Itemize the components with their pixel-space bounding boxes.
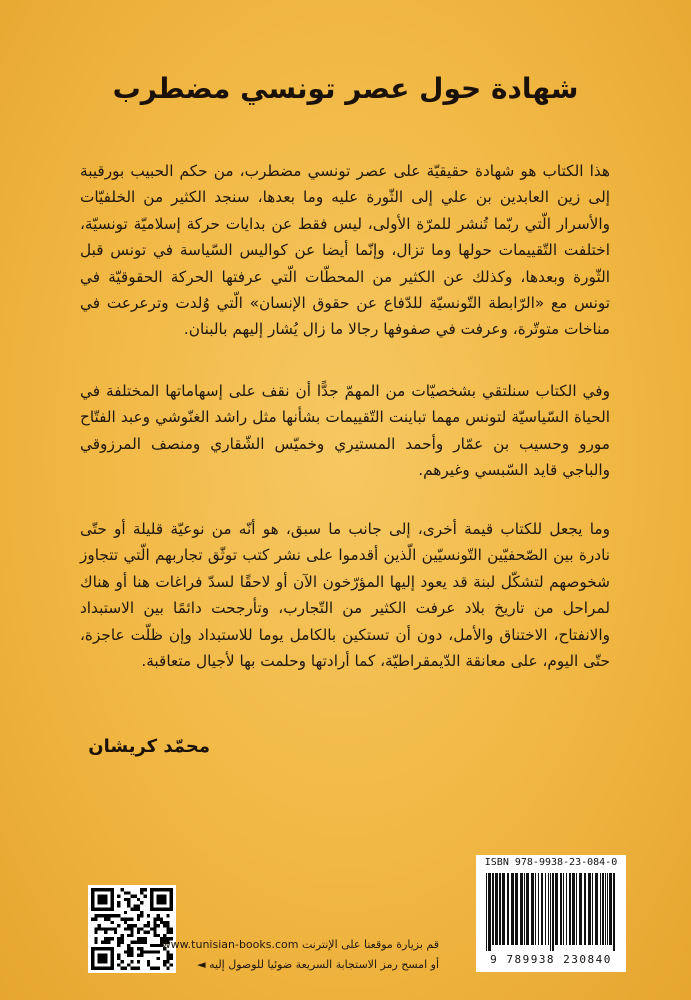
website-link[interactable]: www.tunisian-books.com: [161, 938, 299, 951]
book-title: شهادة حول عصر تونسي مضطرب: [112, 72, 579, 105]
barcode-icon: [482, 873, 620, 951]
author-name: محمّد كريشان: [88, 736, 210, 757]
isbn-barcode: [476, 855, 626, 972]
qr-instruction-text: أو امسح رمز الاستجابة السريعة ضوئيا للوصول إليه ◄: [197, 958, 439, 971]
blurb-paragraph-1: هذا الكتاب هو شهادة حقيقيّة على عصر تونسي مضطرب، من حكم الحبيب بورقيبة إلى زين العابدين بن علي إلى الثّورة عليه وما بعدها، سنجد الكثير من الخلفيّات والأسرار الّتي ربّما تُنشر للمرّة الأولى، ليس فقط عن بدايات حركة إسلاميّة تونسيّة، اختلفت التّقييمات حولها وما تزال، وإنّما أيضا عن كواليس السّياسة في تونس قبل الثّورة وبعدها، وكذلك عن الكثير من المحطّات الّتي عرفتها الحركة الحقوقيّة في تونس مع «الرّابطة التّونسيّة للدّفاع عن حقوق الإنسان» الّتي وُلدت وترعرعت في مناخات متوتّرة، وعرفت في صفوفها رجالا ما زال يُشار إليهم بالبنان.: [80, 162, 610, 339]
barcode-digits: 9 789938 230840: [490, 953, 612, 966]
website-line: [162, 938, 439, 951]
isbn-label: ISBN 978-9938-23-084-0: [484, 857, 618, 868]
visit-website-text: قم بزيارة موقعنا على الإنترنت: [301, 938, 439, 951]
blurb-paragraph-2: وفي الكتاب سنلتقي بشخصيّات من المهمّ جدًّا أن نقف على إسهاماتها المختلفة في الحياة السّياسيّة لتونس مهما تباينت التّقييمات بشأنها مثل راشد الغنّوشي وعبد الفتّاح مورو وحسيب بن عمّار وأحمد المستيري وخميّس الشّقاري ومنصف المرزوقي والباجي قايد السّبسي وغيرهم.: [80, 382, 610, 480]
blurb-paragraph-3: وما يجعل للكتاب قيمة أخرى، إلى جانب ما سبق، هو أنّه من نوعيّة قليلة أو حتّى نادرة بين الصّحفيّين التّونسيّين الّذين أقدموا على نشر كتب توثّق تجاربهم الّتي تتجاوز شخوصهم لتشكّل لبنة قد يعود إليها المؤرّخون الآن أو لاحقًا لسدّ فراغات هنا أو هناك لمراحل من تاريخ بلاد عرفت الكثير من التّجارب، وتأرجحت دائمًا بين الاستبداد والانفتاح، الاختناق والأمل، دون أن تستكين بالكامل يوما للاستبداد وإن ظلّت عاجزة، حتّى اليوم، على معانقة الدّيمقراطيّة، كما أرادتها وحلمت بها لأجيال متعاقبة.: [80, 520, 610, 671]
qr-code-icon[interactable]: [88, 885, 176, 973]
